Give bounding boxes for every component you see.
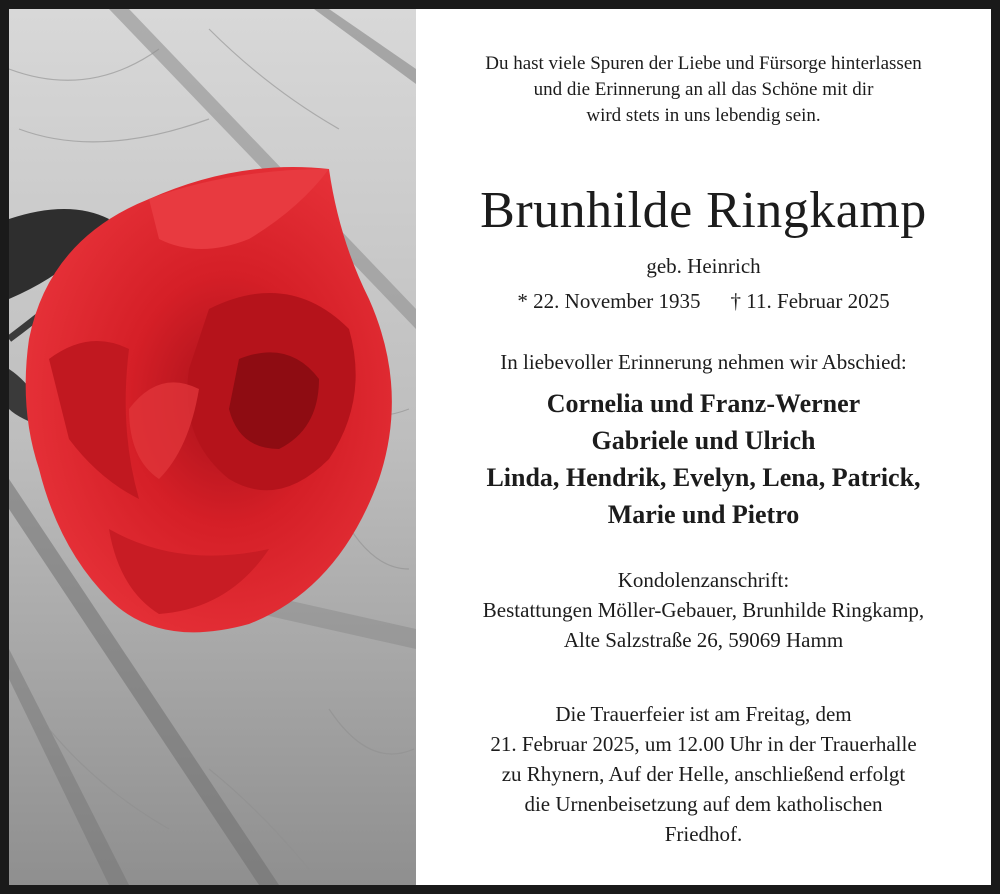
mourner-line: Marie und Pietro [607,500,800,529]
condolence-line: Alte Salzstraße 26, 59069 Hamm [563,628,844,652]
condolence-line: Bestattungen Möller-Gebauer, Brunhilde Ringkamp, [482,598,925,622]
obituary-card [9,9,991,885]
birth-name: geb. Heinrich [646,254,761,278]
service-line: 21. Februar 2025, um 12.00 Uhr in der Trauerhalle [490,732,917,756]
farewell-line: In liebevoller Erinnerung nehmen wir Abschied: [500,350,907,374]
verse-line: und die Erinnerung an all das Schöne mit dir [533,79,874,100]
rose-photo [9,9,416,885]
mourner-line: Gabriele und Ulrich [591,426,816,455]
birth-date: * 22. November 1935 [517,289,701,313]
verse-line: Du hast viele Spuren der Liebe und Fürsorge hinterlassen [485,53,922,74]
death-date: † 11. Februar 2025 [730,289,890,313]
condolence-address [416,565,991,655]
service-line: Friedhof. [664,822,743,846]
service-line: zu Rhynern, Auf der Helle, anschließend erfolgt [501,762,906,786]
verse-line: wird stets in uns lebendig sein. [586,105,821,126]
service-line: Die Trauerfeier ist am Freitag, dem [555,702,852,726]
mourner-line: Cornelia und Franz-Werner [546,389,861,418]
memorial-verse [416,51,991,129]
mourner-line: Linda, Hendrik, Evelyn, Lena, Patrick, [486,463,921,492]
mourners-list [416,385,991,533]
life-dates [416,286,991,316]
obituary-text [416,9,991,885]
funeral-service-info [416,699,991,849]
deceased-name: Brunhilde Ringkamp [480,182,927,239]
condolence-heading: Kondolenzanschrift: [617,568,790,592]
service-line: die Urnenbeisetzung auf dem katholischen [524,792,883,816]
rose-on-wood-image [9,9,416,885]
